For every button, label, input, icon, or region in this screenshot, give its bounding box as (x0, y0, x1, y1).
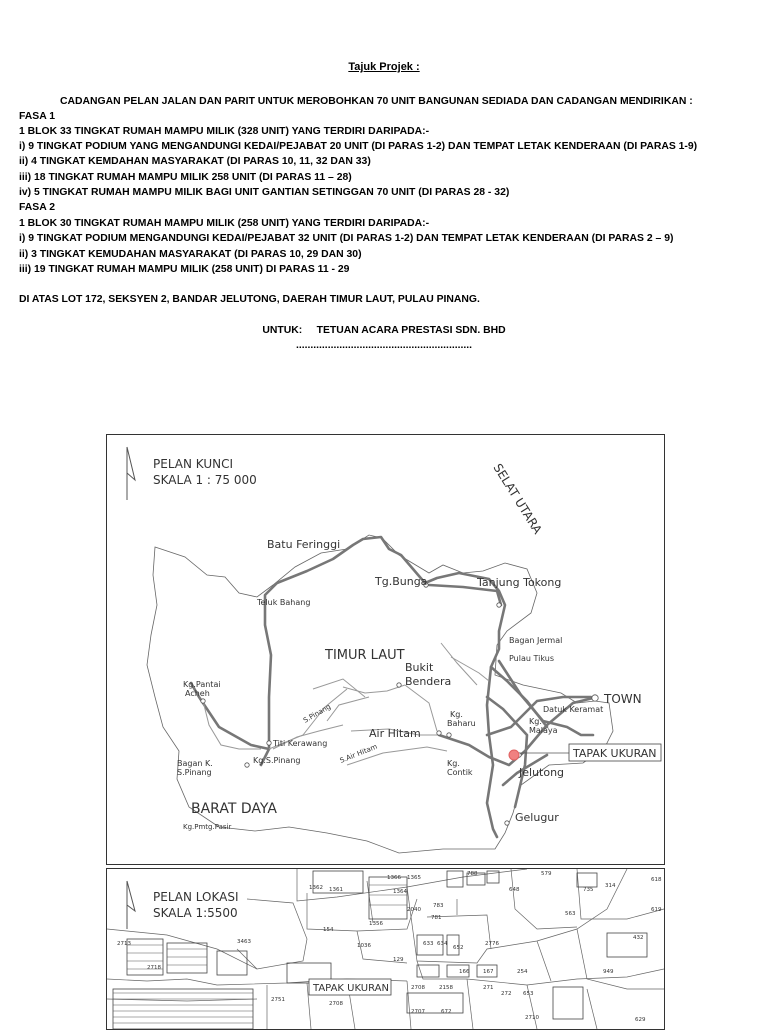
location-map-title: PELAN LOKASI (153, 890, 239, 904)
place-kg-baharu-2: Baharu (447, 719, 476, 728)
lot-number: 653 (523, 991, 534, 997)
site-label: TAPAK UKURAN (573, 747, 657, 760)
lot-number: 2708 (411, 985, 425, 991)
lot-number: 432 (633, 935, 644, 941)
lot-number: 254 (517, 969, 528, 975)
key-map-drawing (107, 435, 664, 864)
lot-number: 2751 (271, 997, 285, 1003)
lot-number: 1365 (407, 875, 421, 881)
lot-number: 633 (423, 941, 434, 947)
lot-number: 735 (583, 887, 594, 893)
place-kg-contik-1: Kg. (447, 759, 460, 768)
lot-number: 788 (467, 871, 478, 877)
place-kg-malaya-2: Malaya (529, 726, 558, 735)
project-line: CADANGAN PELAN JALAN DAN PARIT UNTUK MEROBOHKAN 70 UNIT BANGUNAN SEDIADA DAN CADANGAN MENDIRIKAN : (60, 96, 693, 107)
project-line: i) 9 TINGKAT PODIUM MENGANDUNGI KEDAI/PEJABAT 32 UNIT (DI PARAS 1-2) DAN TEMPAT LETAK KENDERAAN (DI PARAS 2 – 9) (19, 233, 674, 244)
place-kg-baharu-1: Kg. (450, 710, 463, 719)
place-kg-pantai: Kg.Pantai (183, 680, 221, 689)
lot-number: 1364 (393, 889, 407, 895)
project-line: iii) 19 TINGKAT RUMAH MAMPU MILIK (258 UNIT) DI PARAS 11 - 29 (19, 264, 350, 275)
phase-1-heading: FASA 1 (19, 111, 55, 122)
place-town: TOWN (604, 692, 642, 706)
place-datuk-keramat: Datuk Keramat (543, 705, 604, 714)
lot-number: 781 (431, 915, 442, 921)
lot-number: 129 (393, 957, 404, 963)
lot-number: 271 (483, 985, 494, 991)
location-map (106, 868, 665, 1030)
sea-label: SELAT UTARA (490, 461, 545, 537)
project-line: iii) 18 TINGKAT RUMAH MAMPU MILIK 258 UNIT (DI PARAS 11 – 28) (19, 172, 352, 183)
lot-number: 1356 (369, 921, 383, 927)
project-line: iv) 5 TINGKAT RUMAH MAMPU MILIK BAGI UNIT GANTIAN SETINGGAN 70 UNIT (DI PARAS 28 - 32) (19, 187, 510, 198)
client-line (0, 325, 768, 336)
lot-number: 2708 (329, 1001, 343, 1007)
project-line: 1 BLOK 33 TINGKAT RUMAH MAMPU MILIK (328 UNIT) YANG TERDIRI DARIPADA:- (19, 126, 430, 137)
project-line: ii) 3 TINGKAT KEMUDAHAN MASYARAKAT (DI PARAS 10, 29 DAN 30) (19, 249, 362, 260)
lot-number: 272 (501, 991, 512, 997)
place-acheh: Acheh (185, 689, 210, 698)
place-jelutong: Jelutong (519, 766, 565, 779)
lot-number: 166 (459, 969, 470, 975)
lot-number: 2040 (407, 907, 421, 913)
place-bendera: Bendera (405, 675, 452, 688)
key-map-scale: SKALA 1 : 75 000 (153, 473, 257, 487)
lot-number: 2710 (525, 1015, 539, 1021)
north-arrow-icon (127, 881, 135, 929)
lot-number: 1036 (357, 943, 371, 949)
lot-number: 167 (483, 969, 494, 975)
lot-number: 652 (453, 945, 464, 951)
district-timur-laut: TIMUR LAUT (325, 648, 405, 663)
project-line: i) 9 TINGKAT PODIUM YANG MENGANDUNGI KEDAI/PEJABAT 20 UNIT (DI PARAS 1-2) DAN TEMPAT LETAK KENDERAAN (DI PARAS 1-9) (19, 141, 698, 152)
place-kg-contik-2: Contik (447, 768, 473, 777)
place-tg-bunga: Tg.Bunga (375, 575, 428, 588)
lot-number: 648 (509, 887, 520, 893)
key-map-title: PELAN KUNCI (153, 457, 234, 471)
lot-number: 154 (323, 927, 334, 933)
place-markers (201, 583, 598, 825)
lot-number: 1362 (309, 885, 323, 891)
place-batu-feringgi: Batu Feringgi (267, 538, 341, 551)
lot-number: 1366 (387, 875, 401, 881)
project-heading: Tajuk Projek : (348, 61, 420, 73)
place-tanjung-tokong: Tanjung Tokong (477, 576, 562, 589)
lot-number: 2718 (147, 965, 161, 971)
client-label: UNTUK: (262, 325, 303, 336)
site-marker-icon (509, 750, 519, 760)
place-gelugor: Gelugur (515, 811, 559, 824)
place-kg-malaya-1: Kg. (529, 717, 542, 726)
location-map-scale: SKALA 1:5500 (153, 906, 238, 920)
project-location: DI ATAS LOT 172, SEKSYEN 2, BANDAR JELUTONG, DAERAH TIMUR LAUT, PULAU PINANG. (19, 294, 480, 305)
project-line: ii) 4 TINGKAT KEMDAHAN MASYARAKAT (DI PARAS 10, 11, 32 DAN 33) (19, 156, 371, 167)
lot-number: 314 (605, 883, 616, 889)
place-bagan-jermal: Bagan Jermal (509, 636, 563, 645)
lot-number: 2713 (117, 941, 131, 947)
location-map-drawing (107, 869, 664, 1029)
lot-number: 1361 (329, 887, 343, 893)
lot-number: 579 (541, 871, 552, 877)
lot-number: 2707 (411, 1009, 425, 1015)
lot-number: 618 (651, 877, 662, 883)
lot-number: 3463 (237, 939, 251, 945)
key-map (106, 434, 665, 865)
lot-number: 563 (565, 911, 576, 917)
district-barat-daya: BARAT DAYA (191, 801, 277, 817)
north-arrow-icon (127, 447, 135, 500)
lot-number: 2158 (439, 985, 453, 991)
place-kg-s-pinang: Kg.S.Pinang (253, 756, 301, 765)
place-titi-kerawang: Titi Kerawang (273, 739, 328, 748)
place-teluk-bahang: Teluk Bahang (257, 598, 311, 607)
place-bagan-k-s-pinang: S.Pinang (177, 768, 212, 777)
place-air-hitam: Air Hitam (369, 727, 421, 740)
place-pulau-tikus: Pulau Tikus (509, 654, 554, 663)
lot-number: 783 (433, 903, 444, 909)
site-label: TAPAK UKURAN (313, 983, 389, 994)
place-bagan-k: Bagan K. (177, 759, 213, 768)
lot-number: 619 (651, 907, 662, 913)
lot-number: 629 (635, 1017, 646, 1023)
place-kg-pmtg-pasir: Kg.Pmtg.Pasir (183, 823, 232, 831)
road-label-s-air-hitam: S.Air Hitam (338, 742, 379, 765)
lot-number: 634 (437, 941, 448, 947)
place-bukit: Bukit (405, 661, 434, 674)
lot-number: 949 (603, 969, 614, 975)
signature-line: ............................................................. (295, 340, 473, 351)
road-label-s-pinang: S.Pinang (302, 702, 333, 725)
lot-number: 672 (441, 1009, 452, 1015)
client-name: TETUAN ACARA PRESTASI SDN. BHD (316, 325, 506, 336)
phase-2-heading: FASA 2 (19, 202, 55, 213)
project-line: 1 BLOK 30 TINGKAT RUMAH MAMPU MILIK (258 UNIT) YANG TERDIRI DARIPADA:- (19, 218, 430, 229)
lot-number: 2776 (485, 941, 499, 947)
